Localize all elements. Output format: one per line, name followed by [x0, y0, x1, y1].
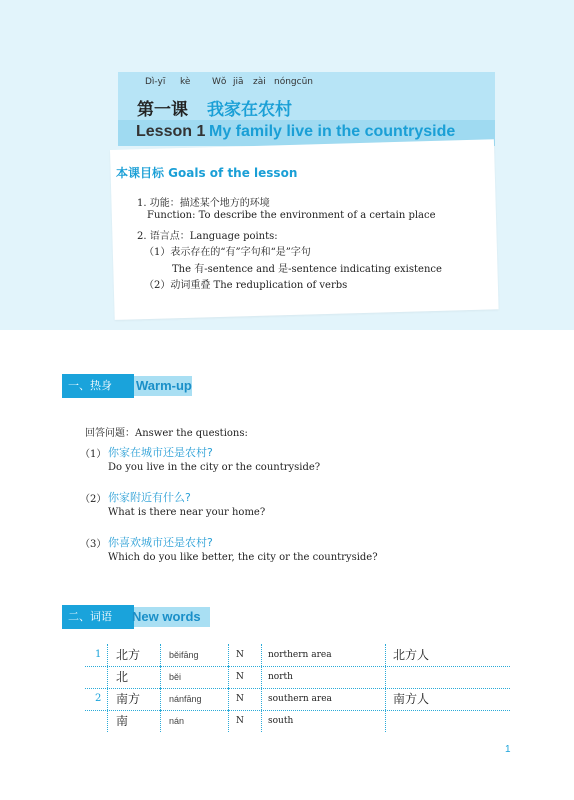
pinyin-1: Dì-yī: [145, 77, 166, 87]
goal-item: 2. 语言点：Language points:: [137, 231, 278, 242]
pinyin-4: jiā: [233, 77, 244, 87]
column-divider: [261, 666, 263, 688]
column-divider: [160, 688, 162, 710]
question-number: （1）: [80, 449, 107, 460]
column-divider: [228, 688, 230, 710]
pinyin-5: zài: [253, 77, 266, 87]
question-cn: 你家附近有什么?: [108, 491, 191, 504]
newwords-header-en: New words: [132, 609, 201, 624]
word-pinyin: běifāng: [169, 650, 199, 660]
page-number: 1: [505, 744, 511, 755]
question-en: Which do you like better, the city or the countryside?: [108, 552, 378, 563]
table-row: [85, 644, 510, 667]
pinyin-2: kè: [180, 77, 191, 87]
column-divider: [261, 644, 263, 666]
goal-item: （1）表示存在的“有”字句和“是”字句: [144, 247, 311, 258]
word-hanzi: 南: [116, 714, 129, 728]
question-cn: 你喜欢城市还是农村?: [108, 536, 213, 549]
word-number: 2: [95, 693, 102, 704]
goals-title: 本课目标 Goals of the lesson: [116, 166, 298, 180]
column-divider: [261, 710, 263, 732]
word-extra: 北方人: [393, 648, 430, 662]
lesson-number-en: Lesson 1: [136, 123, 206, 140]
word-hanzi: 北: [116, 670, 129, 684]
word-meaning: northern area: [268, 650, 332, 660]
question-en: Do you live in the city or the countryside?: [108, 462, 321, 473]
table-row: [85, 666, 510, 689]
column-divider: [228, 710, 230, 732]
newwords-header-cn-text: 二、词语: [68, 610, 112, 623]
goal-item: The 有-sentence and 是-sentence indicating existence: [172, 264, 442, 275]
question-cn: 你家在城市还是农村?: [108, 446, 213, 459]
goal-item: Function: To describe the environment of a certain place: [147, 210, 436, 221]
word-extra: 南方人: [393, 692, 430, 706]
word-meaning: southern area: [268, 694, 332, 704]
table-row: [85, 710, 510, 732]
pinyin-6: nóngcūn: [274, 77, 313, 87]
question-number: （2）: [80, 494, 107, 505]
column-divider: [107, 710, 109, 732]
word-pos: N: [236, 672, 244, 682]
word-hanzi: 北方: [116, 648, 141, 662]
warmup-header-en: Warm-up: [136, 378, 192, 393]
column-divider: [228, 644, 230, 666]
column-divider: [385, 688, 387, 710]
pinyin-3: Wǒ: [212, 77, 227, 87]
column-divider: [385, 644, 387, 666]
column-divider: [160, 644, 162, 666]
question-en: What is there near your home?: [108, 507, 266, 518]
question-number: （3）: [80, 539, 107, 550]
column-divider: [107, 644, 109, 666]
column-divider: [261, 688, 263, 710]
newwords-header-cn: [62, 605, 134, 629]
column-divider: [228, 666, 230, 688]
goal-item: 1. 功能：描述某个地方的环境: [137, 198, 270, 209]
warmup-header-cn: [62, 374, 134, 398]
goal-item: （2）动词重叠 The reduplication of verbs: [144, 280, 348, 291]
word-pinyin: nánfāng: [169, 694, 202, 704]
column-divider: [385, 666, 387, 688]
column-divider: [107, 666, 109, 688]
lesson-title-cn: 我家在农村: [207, 100, 292, 120]
word-meaning: south: [268, 716, 294, 726]
lesson-title-en: My family live in the countryside: [209, 123, 456, 140]
word-pos: N: [236, 650, 244, 660]
column-divider: [160, 710, 162, 732]
word-hanzi: 南方: [116, 692, 141, 706]
column-divider: [385, 710, 387, 732]
column-divider: [107, 688, 109, 710]
table-row: [85, 688, 510, 711]
word-pos: N: [236, 716, 244, 726]
word-number: 1: [95, 649, 102, 660]
word-pos: N: [236, 694, 244, 704]
warmup-header-cn-text: 一、热身: [68, 379, 112, 392]
lesson-number-cn: 第一课: [137, 100, 188, 120]
warmup-instruction: 回答问题：Answer the questions:: [85, 428, 248, 439]
word-pinyin: běi: [169, 672, 182, 682]
word-meaning: north: [268, 672, 293, 682]
word-pinyin: nán: [169, 716, 185, 726]
column-divider: [160, 666, 162, 688]
